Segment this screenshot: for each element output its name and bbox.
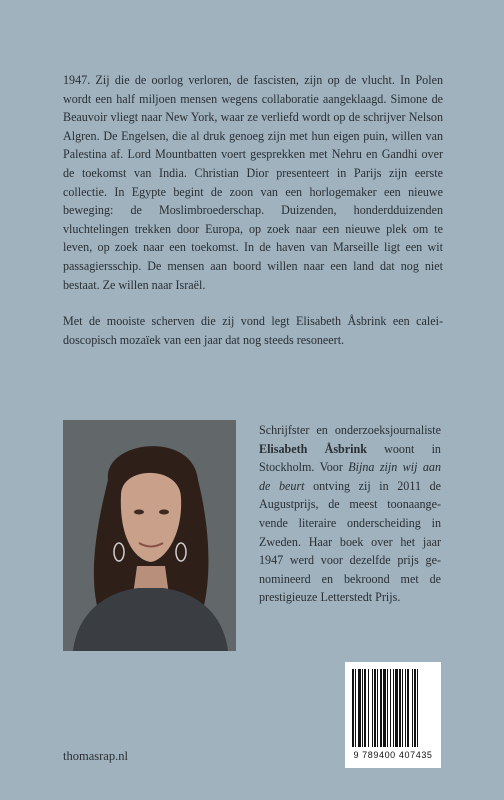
publisher-url[interactable]: thomasrap.nl [63,749,128,763]
bio-after-title: ontving zij in 2011 de Augustprijs, de meest toonaangevende literaire onderscheiding in Zweden. Haar boek over het jaar 1947 werd voor dezelfde prijs genomineerd en bekroond met de prestigieuze Letterstedt Prijs. [259,478,441,605]
author-portrait-illustration [63,420,236,651]
author-name: Elisabeth Åsbrink [259,441,367,456]
bio-intro: Schrijfster en onderzoeksjournaliste [259,423,441,437]
bio-after-name: woont in Stockholm. Voor [259,441,441,475]
author-photo [63,420,236,651]
book-title: Bijna zijn wij aan de beurt [259,460,441,493]
back-cover-blurb [63,71,443,349]
barcode-bars [352,669,434,749]
blurb-paragraph-1: 1947. Zij die de oorlog verloren, de fascisten, zijn op de vlucht. In Polen wordt een half miljoen mensen wegens collaboratie aangeklaagd. Simone de Beauvoir vliegt naar New York, waar ze verliefd wordt op de schrijver Nelson Algren. De Engelsen, die al druk genoeg zijn met hun eigen puin, willen van Palestina af. Lord Mountbatten voert gesprekken met Nehru en Gandhi over de toekomst van India. Christian Dior presenteert in Parijs zijn eerste collectie. In Egypte begint de zoon van een horlogemaker een nieuwe beweging: de Moslimbroederschap. Duizenden, honderdduizenden vluchtelingen trekken door Europa, op zoek naar een nieuwe plek om te leven, op zoek naar een toekomst. In de haven van Marseille ligt een wit passagiersschip. De mensen aan boord willen naar een land dat nog niet bestaat. Ze willen naar Israël. [63,73,443,292]
author-bio [259,421,441,607]
isbn-number: 9 789400 407435 [353,750,433,760]
isbn-barcode [345,662,441,768]
blurb-paragraph-2: Met de mooiste scherven die zij vond legt Elisabeth Åsbrink een caleidoscopisch mozaïek van een jaar dat nog steeds resoneert. [63,314,443,347]
